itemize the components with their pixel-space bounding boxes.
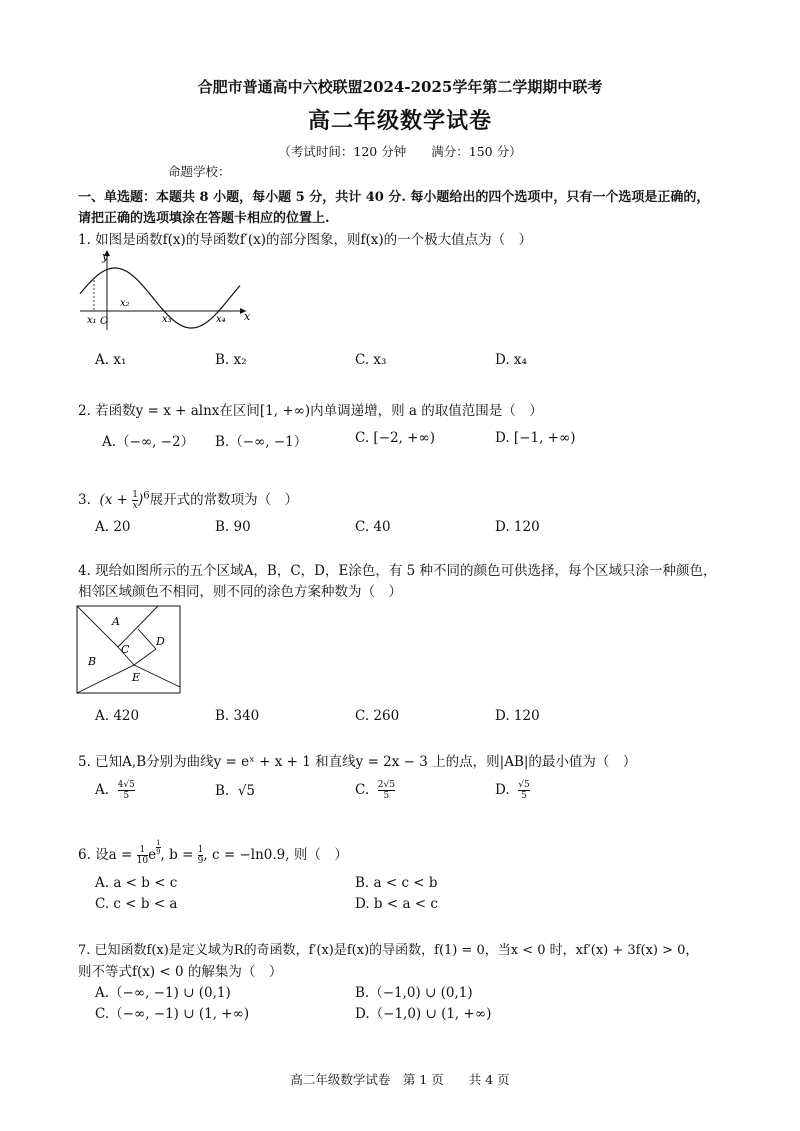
q3-option-d[interactable]: D. 120 [495,519,540,535]
q6-option-c[interactable]: C. c < b < a [95,896,178,912]
q4-option-d[interactable]: D. 120 [495,708,540,724]
question-6-stem: 6. 设a = $\frac{1}{10}$ e $\frac{1}{9}$ , b = $\frac{1}{9}$ , c = −ln0.9, 则（ ） [78,839,348,866]
q5-option-b[interactable]: B. √5 [215,783,256,799]
setter-school: 命题学校： [168,164,231,179]
q3-exponent: 6 [143,490,150,502]
origin-label: O [100,316,109,327]
q1-option-a[interactable]: A. x₁ [95,352,127,368]
question-1-stem: 1. 如图是函数f(x)的导函数f′(x)的部分图象，则f(x)的一个极大值点为（ ） [78,232,533,248]
page-footer: 高二年级数学试卷 第 1 页 共 4 页 [290,1072,510,1087]
question-7-stem-line2: 则不等式f(x) < 0 的解集为（ ） [78,964,283,980]
q6-option-a[interactable]: A. a < b < c [95,875,178,891]
q7-option-d[interactable]: D.（−1,0) ∪ (1, +∞) [355,1006,492,1022]
question-4-stem-line2: 相邻区域颜色不相同，则不同的涂色方案种数为（ ） [78,584,402,600]
q2-option-d[interactable]: D. [−1, +∞) [495,430,576,446]
q3-fraction: $\frac{1}{x}$ [132,490,138,511]
q2-option-b[interactable]: B.（−∞, −1） [215,434,308,450]
exam-series-title: 合肥市普通高中六校联盟2024-2025学年第二学期期中联考 [197,78,603,96]
section-heading-line2: 请把正确的选项填涂在答题卡相应的位置上. [78,211,330,226]
q1-option-d[interactable]: D. x₄ [495,352,527,368]
x3-label: x₃ [162,314,172,325]
question-2-stem: 2. 若函数y = x + alnx在区间[1, +∞)内单调递增，则 a 的取值范围是（ ） [78,403,543,419]
q7-option-b[interactable]: B.（−1,0) ∪ (0,1) [355,985,473,1001]
q4-option-b[interactable]: B. 340 [215,708,260,724]
region-c: C [121,643,130,656]
q4-region-diagram [76,605,182,695]
q1-option-c[interactable]: C. x₃ [355,352,387,368]
y-axis-label: y [102,250,109,263]
q7-option-c[interactable]: C.（−∞, −1) ∪ (1, +∞) [95,1006,250,1022]
x4-label: x₄ [216,314,226,325]
q5-option-c[interactable]: C. $\frac{2√5}{5}$ [355,780,395,801]
q6-option-d[interactable]: D. b < a < c [355,896,438,912]
q2-option-c[interactable]: C. [−2, +∞) [355,430,436,446]
question-7-stem-line1: 7. 已知函数f(x)是定义域为R的奇函数，f′(x)是f(x)的导函数，f(1) = 0，当x < 0 时，xf′(x) + 3f(x) > 0， [78,943,699,958]
q4-option-c[interactable]: C. 260 [355,708,400,724]
q3-option-c[interactable]: C. 40 [355,519,391,535]
section-heading-line1: 一、单选题：本题共 8 小题，每小题 5 分，共计 40 分. 每小题给出的四个选项中，只有一个选项是正确的， [78,190,710,205]
q1-option-b[interactable]: B. x₂ [215,352,247,368]
q5-option-d[interactable]: D. $\frac{√5}{5}$ [495,780,530,801]
question-3-stem: 3. (x + $\frac{1}{x}$ )$^6$展开式的常数项为（ ） [78,490,299,511]
q4-option-a[interactable]: A. 420 [95,708,140,724]
q6-option-b[interactable]: B. a < c < b [355,875,438,891]
region-b: B [88,655,97,668]
q1-derivative-graph [74,246,254,332]
x1-label: x₁ [87,315,97,326]
q3-option-b[interactable]: B. 90 [215,519,251,535]
q7-option-a[interactable]: A.（−∞, −1) ∪ (0,1) [95,985,231,1001]
x2-label: x₂ [120,298,130,309]
exam-paper-title: 高二年级数学试卷 [307,108,492,134]
question-4-stem-line1: 4. 现给如图所示的五个区域A，B，C，D，E涂色，有 5 种不同的颜色可供选择，每个区域只涂一种颜色， [78,563,717,579]
q2-option-a[interactable]: A.（−∞, −2） [102,434,195,450]
exam-info: （考试时间：120 分钟 满分：150 分） [278,144,522,159]
region-e: E [132,671,141,684]
q3-option-a[interactable]: A. 20 [95,519,131,535]
q5-option-a[interactable]: A. $\frac{4√5}{5}$ [95,780,135,801]
q3-stem-tail: 展开式的常数项为（ ） [149,492,299,508]
question-5-stem: 5. 已知A,B分别为曲线y = eˣ + x + 1 和直线y = 2x − 3 上的点，则|AB|的最小值为（ ） [78,754,637,770]
region-d: D [156,635,165,648]
q3-expr-base: (x + [99,492,133,508]
region-a: A [112,615,120,628]
x-axis-label: x [244,310,251,323]
